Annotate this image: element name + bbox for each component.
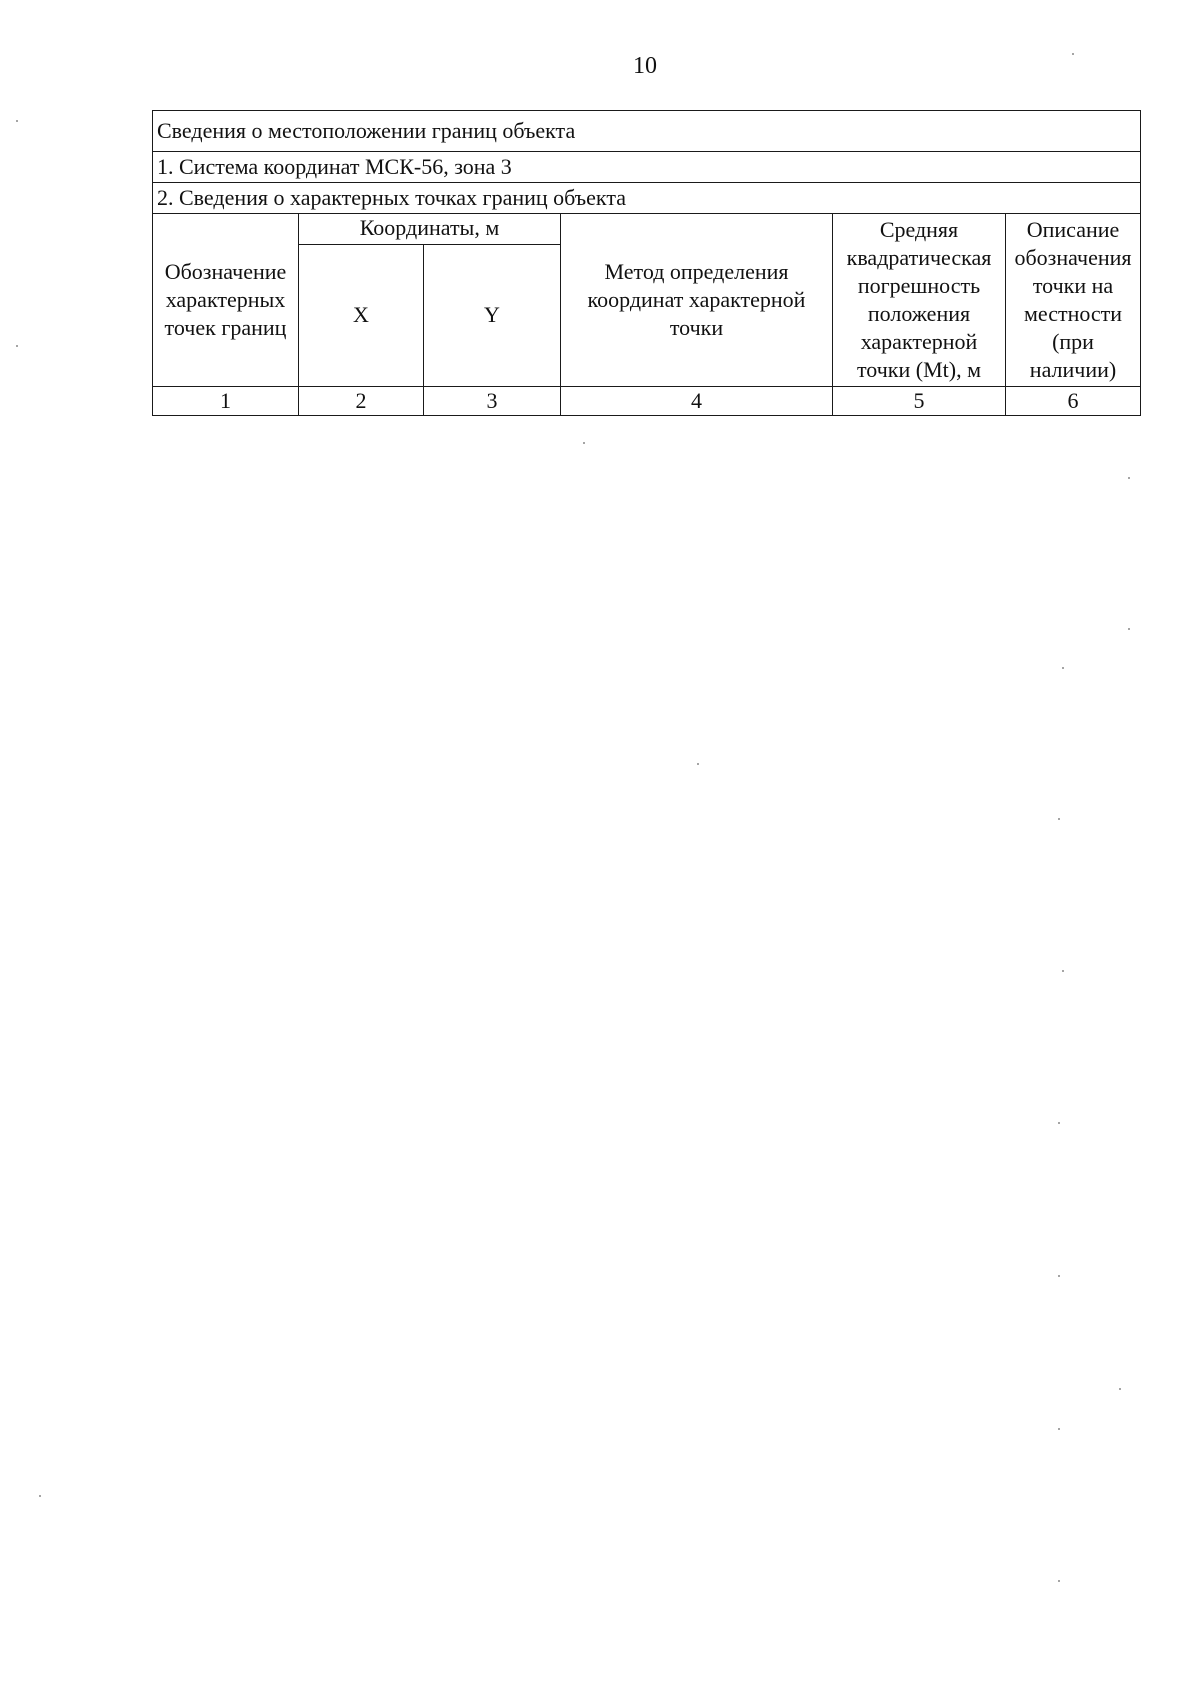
scan-speck xyxy=(1119,1388,1121,1390)
scan-speck xyxy=(583,442,585,444)
section-title: Сведения о местоположении границ объекта xyxy=(153,111,1141,152)
header-x: X xyxy=(299,244,424,386)
header-y: Y xyxy=(424,244,561,386)
scan-speck xyxy=(16,120,18,122)
header-designation: Обозначение характерных точек границ xyxy=(153,214,299,387)
scan-speck xyxy=(1128,628,1130,630)
points-info: 2. Сведения о характерных точках границ объекта xyxy=(153,183,1141,214)
scan-speck xyxy=(1072,53,1074,55)
column-number: 2 xyxy=(299,387,424,416)
section-title-row xyxy=(153,111,1141,152)
scan-speck xyxy=(1058,1275,1060,1277)
scan-speck xyxy=(1058,1580,1060,1582)
scan-speck xyxy=(1058,818,1060,820)
coord-system: 1. Система координат МСК-56, зона 3 xyxy=(153,152,1141,183)
scan-speck xyxy=(1062,970,1064,972)
header-method: Метод определения координат характерной точки xyxy=(561,214,833,387)
boundary-info-table xyxy=(152,110,1141,416)
scan-speck xyxy=(1058,1122,1060,1124)
column-number: 6 xyxy=(1006,387,1141,416)
scan-speck xyxy=(16,345,18,347)
column-number: 1 xyxy=(153,387,299,416)
scan-speck xyxy=(39,1495,41,1497)
header-coordinates: Координаты, м xyxy=(299,214,561,245)
header-row-top xyxy=(153,214,1141,245)
scan-speck xyxy=(697,763,699,765)
column-number-row xyxy=(153,387,1141,416)
scan-speck xyxy=(1128,477,1130,479)
column-number: 4 xyxy=(561,387,833,416)
header-description: Описание обозначения точки на местности (при наличии) xyxy=(1006,214,1141,387)
scan-speck xyxy=(1058,1428,1060,1430)
column-number: 5 xyxy=(833,387,1006,416)
coord-system-row xyxy=(153,152,1141,183)
column-number: 3 xyxy=(424,387,561,416)
scan-speck xyxy=(1062,667,1064,669)
page-number: 10 xyxy=(633,53,657,79)
points-info-row xyxy=(153,183,1141,214)
header-error: Средняя квадратическая погрешность положения характерной точки (Mt), м xyxy=(833,214,1006,387)
